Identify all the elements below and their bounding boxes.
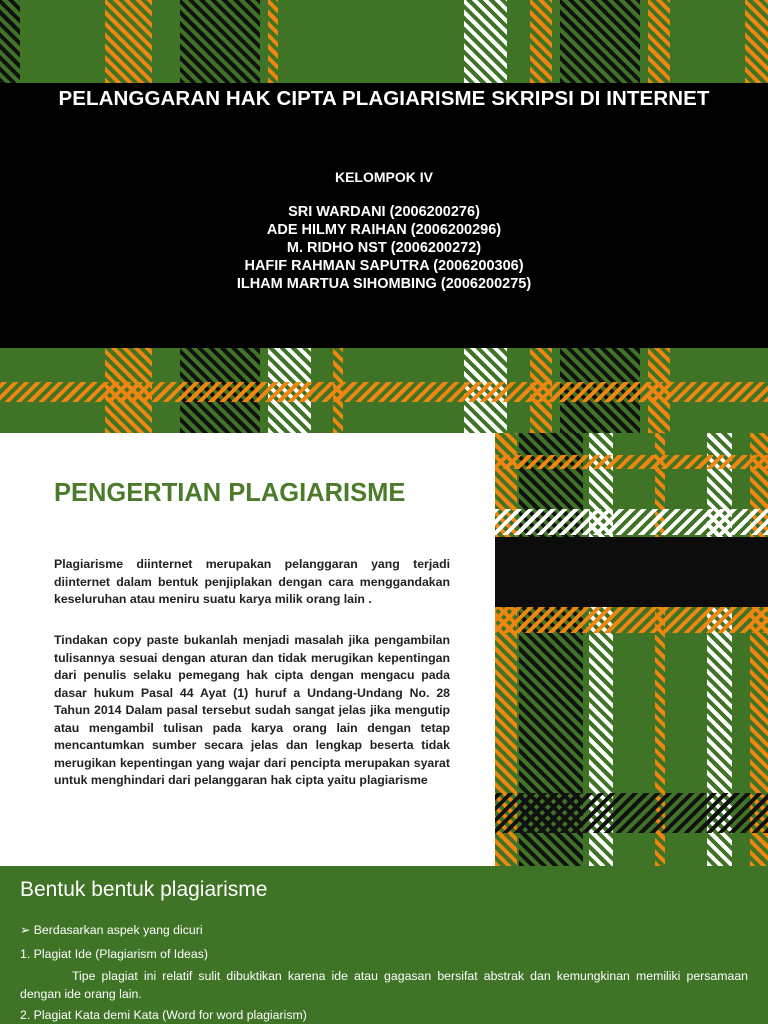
member-item: ILHAM MARTUA SIHOMBING (2006200275) xyxy=(236,276,532,292)
bullet-item: ➢ Berdasarkan aspek yang dicuri xyxy=(20,923,203,937)
definition-section xyxy=(0,433,495,866)
plaid-pattern-right xyxy=(495,433,768,866)
member-item: M. RIDHO NST (2006200272) xyxy=(286,240,482,256)
paragraph: Tindakan copy paste bukanlah menjadi masalah jika pengambilan tulisannya sesuai dengan aturan dan tidak merugikan kepentingan dari penulis selaku pemegang hak cipta dengan mengacu pada dasar hukum Pasal 44 Ayat (1) huruf a Undang-Undang No. 28 Tahun 2014 Dalam pasal tersebut sudah sangat jelas jika mengutip atau mengambil tulisan pada karya orang lain dengan tetap mencantumkan sumber secara jelas dan lengkap beserta tidak merugikan kepentingan yang wajar dari pencipta merupakan syarat untuk menghindari dari pelanggaran hak cipta yaitu plagiarisme xyxy=(54,633,450,787)
plaid-pattern-top xyxy=(0,0,768,83)
title-block xyxy=(0,83,768,348)
member-item: ADE HILMY RAIHAN (2006200296) xyxy=(266,222,502,238)
section-heading: PENGERTIAN PLAGIARISME xyxy=(54,479,406,507)
forms-section xyxy=(0,866,768,1024)
list-item: 2. Plagiat Kata demi Kata (Word for word plagiarism) xyxy=(20,1008,307,1022)
member-list xyxy=(0,203,768,293)
section-heading: Bentuk bentuk plagiarisme xyxy=(20,878,268,901)
member-item: SRI WARDANI (2006200276) xyxy=(288,204,480,220)
plaid-pattern-middle xyxy=(0,348,768,433)
member-item: HAFIF RAHMAN SAPUTRA (2006200306) xyxy=(244,258,524,274)
presentation-title: PELANGGARAN HAK CIPTA PLAGIARISME SKRIPSI DI INTERNET xyxy=(58,87,710,110)
list-item: 1. Plagiat Ide (Plagiarism of Ideas) xyxy=(20,947,208,961)
group-name: KELOMPOK IV xyxy=(334,169,433,185)
paragraph: Plagiarisme diinternet merupakan pelanggaran yang terjadi diinternet dalam bentuk penjiplakan dengan cara menggandakan keseluruhan atau meniru suatu karya milik orang lain . xyxy=(54,557,450,606)
list-item-description: Tipe plagiat ini relatif sulit dibuktikan karena ide atau gagasan bersifat abstrak dan kemungkinan memiliki persamaan dengan ide orang lain. xyxy=(20,969,748,1001)
